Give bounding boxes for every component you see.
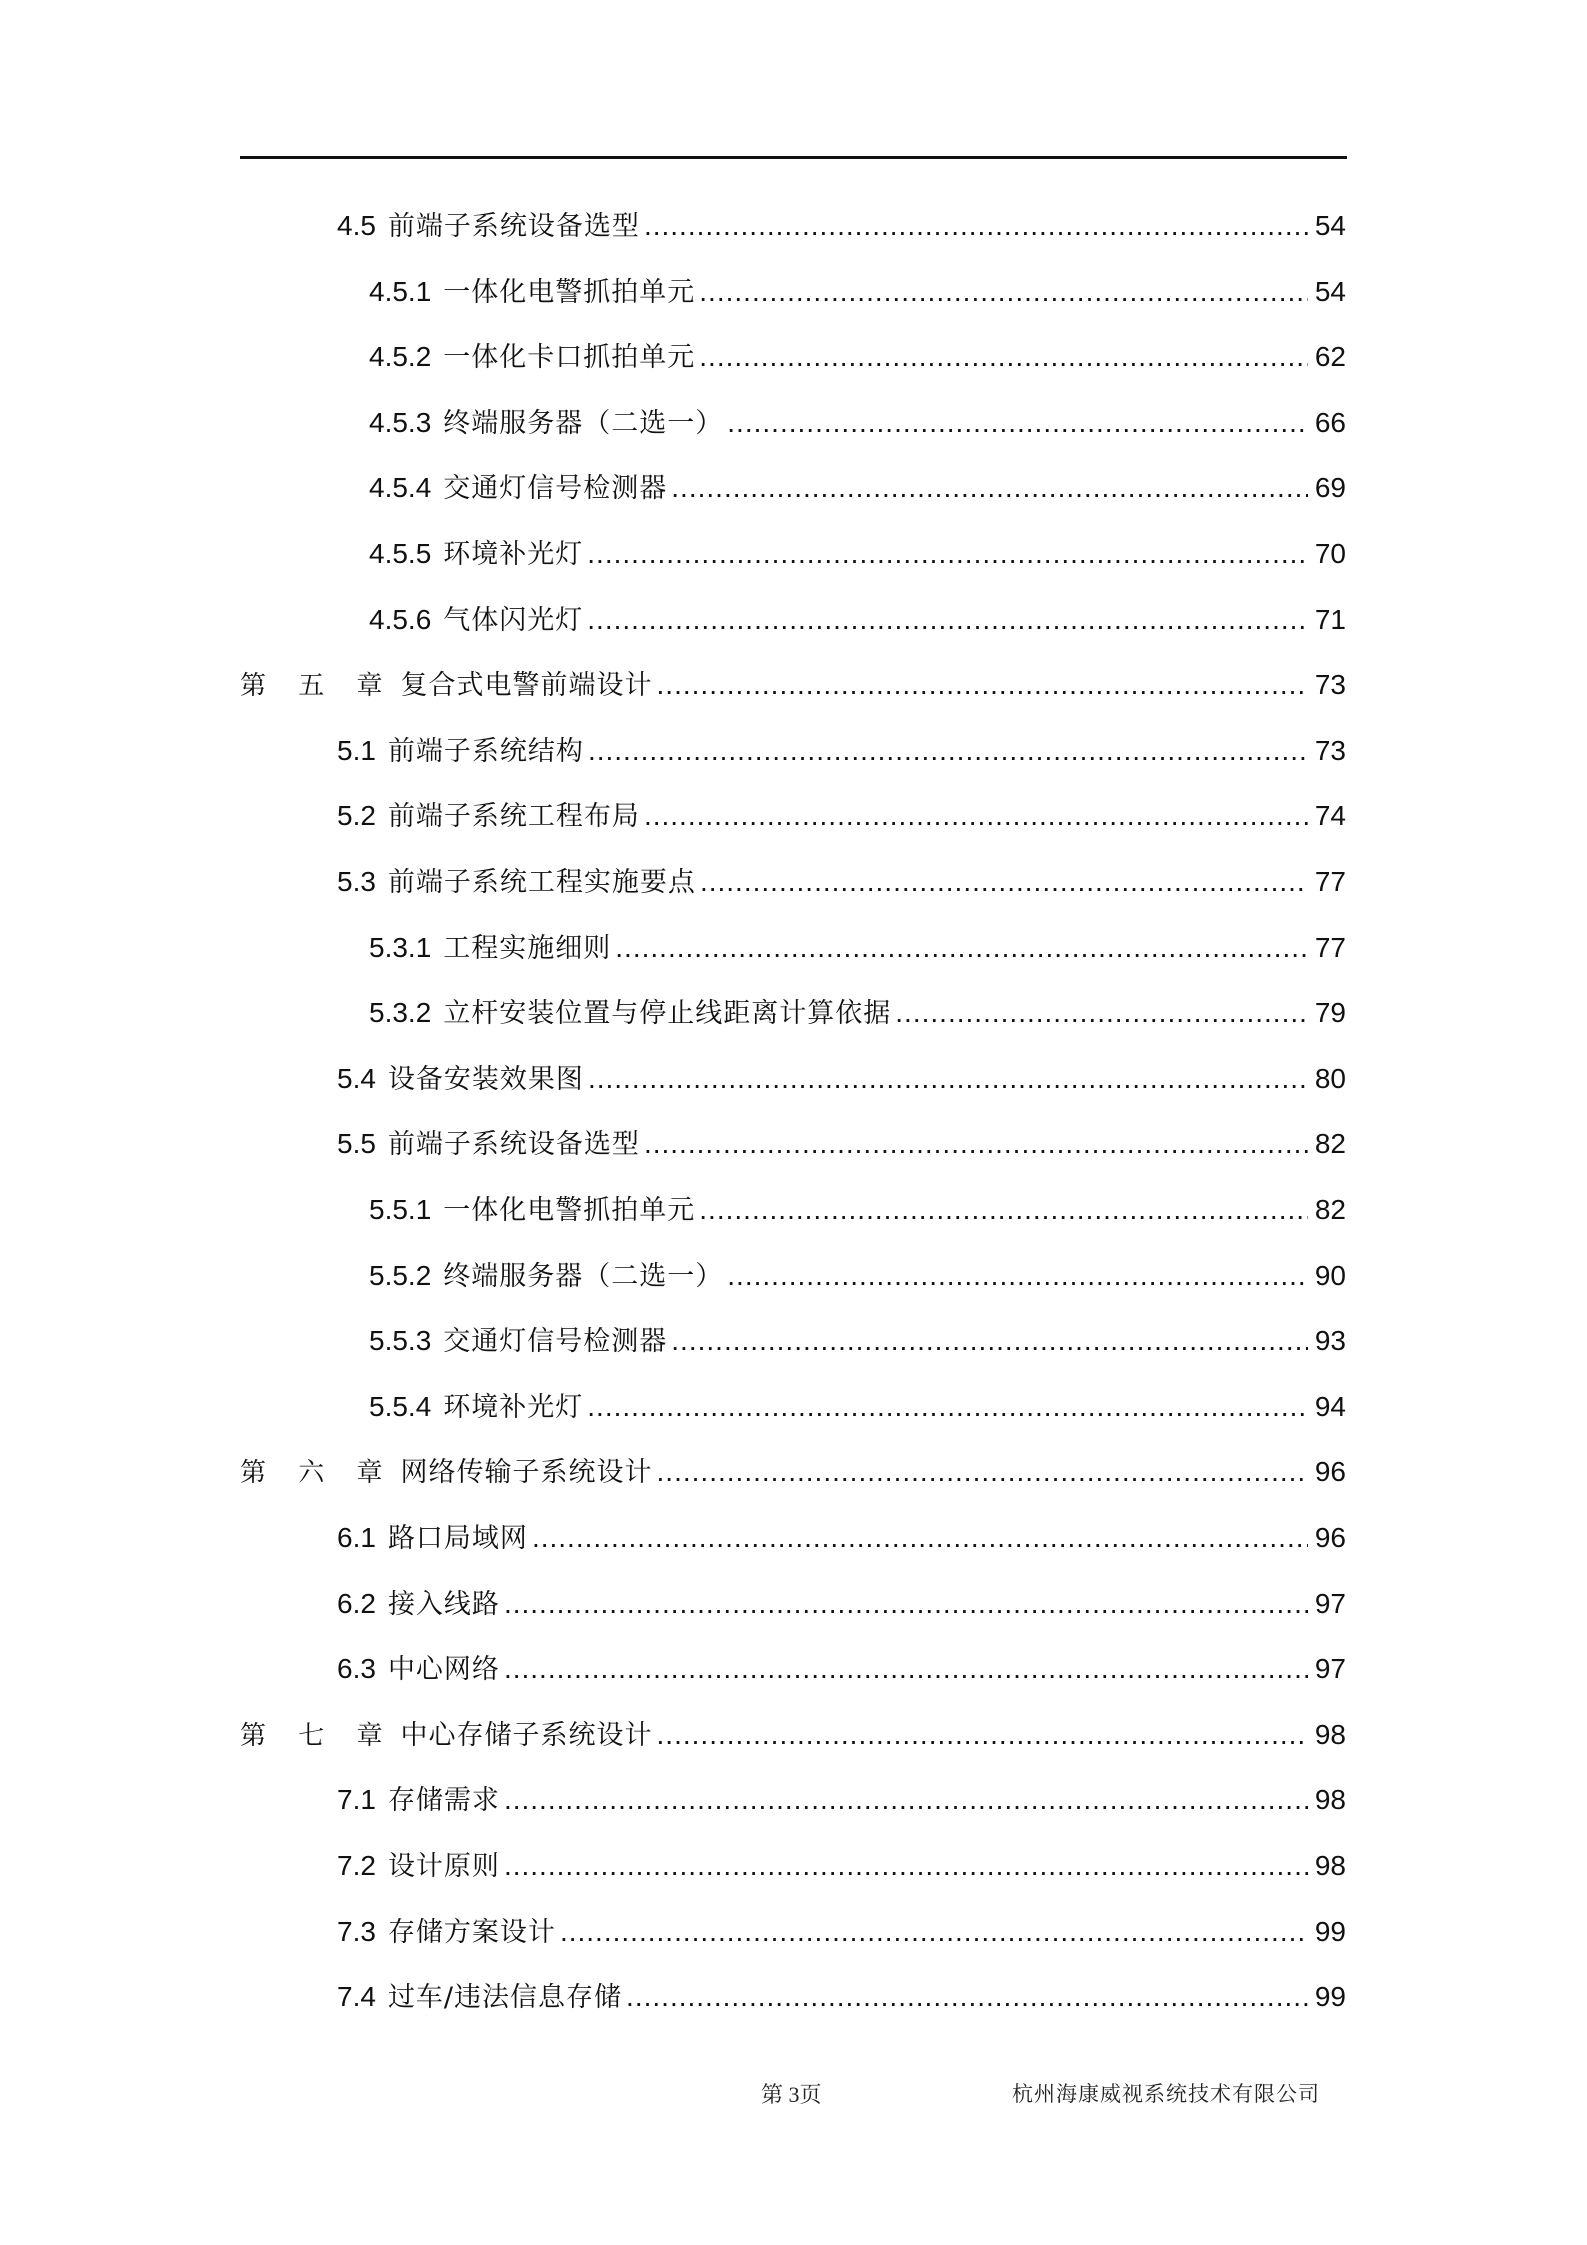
toc-dot-leader	[560, 1912, 1308, 1952]
toc-entry-page: 79	[1314, 997, 1346, 1029]
toc-entry-title: 过车/违法信息存储	[387, 1982, 623, 2014]
toc-entry-title: 设备安装效果图	[387, 1063, 584, 1095]
toc-entry[interactable]	[369, 1387, 1346, 1427]
toc-entry-page: 98	[1314, 1718, 1346, 1750]
toc-entry-number: 4.5.5	[369, 538, 432, 569]
toc-entry[interactable]	[337, 1584, 1346, 1624]
toc-dot-leader	[700, 862, 1308, 902]
toc-dot-leader	[626, 1977, 1308, 2017]
toc-entry-title: 工程实施细则	[443, 932, 612, 964]
toc-entry[interactable]	[337, 206, 1346, 246]
toc-entry-number: 6.2	[337, 1587, 376, 1619]
toc-entry-number: 4.5.1	[369, 275, 432, 307]
toc-entry-number: 5.5.4	[369, 1390, 432, 1422]
toc-dot-leader	[644, 796, 1308, 836]
toc-entry-title: 环境补光灯	[443, 1391, 584, 1423]
toc-dot-leader	[671, 468, 1308, 508]
toc-entry-title: 气体闪光灯	[443, 604, 584, 636]
toc-entry[interactable]	[337, 1059, 1346, 1099]
toc-entry-page: 70	[1314, 538, 1346, 569]
toc-entry-number: 5.2	[337, 800, 376, 832]
toc-entry-number: 4.5.6	[369, 603, 432, 635]
toc-dot-leader	[644, 1124, 1308, 1164]
toc-entry-number: 7.1	[337, 1784, 376, 1816]
toc-entry-page: 82	[1314, 1128, 1346, 1160]
toc-entry[interactable]	[369, 403, 1346, 443]
toc-entry-page: 69	[1314, 472, 1346, 504]
toc-entry[interactable]	[369, 1321, 1346, 1361]
toc-dot-leader	[727, 403, 1308, 443]
toc-entry[interactable]	[337, 1780, 1346, 1820]
toc-entry-number: 7.3	[337, 1915, 376, 1947]
toc-entry-title: 一体化电警抓拍单元	[443, 1195, 696, 1226]
toc-entry-title: 接入线路	[387, 1588, 500, 1620]
toc-entry-title: 中心存储子系统设计	[400, 1719, 653, 1751]
toc-entry-title: 中心网络	[387, 1654, 500, 1686]
toc-entry-number: 5.5	[337, 1128, 376, 1160]
toc-dot-leader	[699, 1190, 1308, 1230]
toc-chapter-entry[interactable]	[240, 665, 1346, 705]
toc-entry-page: 77	[1314, 931, 1346, 963]
toc-dot-leader	[587, 534, 1308, 574]
toc-entry-title: 前端子系统设备选型	[387, 211, 640, 242]
toc-entry[interactable]	[369, 1190, 1346, 1230]
toc-entry-page: 93	[1314, 1325, 1346, 1357]
toc-dot-leader	[587, 600, 1308, 640]
toc-entry-title: 交通灯信号检测器	[443, 1326, 668, 1358]
toc-dot-leader	[504, 1846, 1308, 1886]
toc-entry-number: 第 五 章	[240, 671, 395, 702]
toc-entry-title: 环境补光灯	[443, 539, 584, 570]
toc-dot-leader	[504, 1649, 1308, 1689]
toc-entry-page: 96	[1314, 1456, 1346, 1488]
toc-entry[interactable]	[337, 731, 1346, 771]
toc-entry[interactable]	[369, 1256, 1346, 1296]
toc-dot-leader	[699, 337, 1308, 377]
toc-entry-page: 97	[1314, 1653, 1346, 1685]
toc-entry-number: 7.4	[337, 1981, 376, 2013]
toc-entry-page: 73	[1314, 669, 1346, 701]
toc-entry[interactable]	[337, 1977, 1346, 2017]
toc-dot-leader	[895, 993, 1308, 1033]
toc-entry[interactable]	[337, 1124, 1346, 1164]
toc-dot-leader	[588, 731, 1308, 771]
toc-entry-page: 74	[1314, 800, 1346, 832]
toc-dot-leader	[699, 272, 1308, 312]
toc-entry-title: 路口局域网	[387, 1523, 528, 1554]
toc-dot-leader	[504, 1584, 1308, 1624]
footer-company-name: 杭州海康威视系统技术有限公司	[1012, 2082, 1320, 2106]
toc-entry-page: 82	[1314, 1194, 1346, 1225]
toc-entry-page: 98	[1314, 1784, 1346, 1816]
toc-entry-number: 5.5.3	[369, 1325, 432, 1357]
header-rule	[240, 156, 1347, 159]
toc-chapter-entry[interactable]	[240, 1715, 1346, 1755]
toc-entry-number: 第 七 章	[240, 1720, 395, 1751]
toc-entry-page: 73	[1314, 734, 1346, 766]
toc-entry-title: 设计原则	[387, 1851, 500, 1882]
toc-dot-leader	[504, 1780, 1308, 1820]
toc-entry-page: 54	[1314, 210, 1346, 241]
toc-entry-page: 71	[1314, 603, 1346, 635]
toc-entry-number: 5.3.2	[369, 997, 432, 1029]
toc-entry-number: 5.3	[337, 866, 376, 897]
toc-entry[interactable]	[369, 272, 1346, 312]
toc-dot-leader	[671, 1321, 1308, 1361]
toc-entry-page: 97	[1314, 1587, 1346, 1619]
toc-entry[interactable]	[337, 796, 1346, 836]
toc-dot-leader	[615, 928, 1308, 968]
toc-entry-number: 5.3.1	[369, 931, 432, 963]
toc-entry-page: 66	[1314, 406, 1346, 438]
toc-dot-leader	[588, 1059, 1308, 1099]
toc-entry-title: 前端子系统工程布局	[387, 801, 640, 833]
toc-entry[interactable]	[337, 1912, 1346, 1952]
toc-entry-page: 62	[1314, 341, 1346, 373]
toc-entry-number: 5.5.2	[369, 1259, 432, 1291]
toc-entry[interactable]	[337, 1846, 1346, 1886]
toc-entry-title: 网络传输子系统设计	[400, 1457, 653, 1489]
toc-entry-title: 终端服务器（二选一）	[443, 1260, 724, 1292]
toc-entry[interactable]	[337, 862, 1346, 902]
toc-entry-number: 4.5	[337, 210, 376, 241]
toc-entry-page: 99	[1314, 1915, 1346, 1947]
toc-dot-leader	[727, 1256, 1308, 1296]
toc-entry[interactable]	[337, 1518, 1346, 1558]
toc-entry-page: 77	[1314, 866, 1346, 897]
toc-dot-leader	[532, 1518, 1308, 1558]
toc-entry-page: 96	[1314, 1522, 1346, 1553]
toc-dot-leader	[657, 1452, 1308, 1492]
toc-entry-title: 复合式电警前端设计	[400, 670, 653, 702]
toc-entry[interactable]	[369, 928, 1346, 968]
toc-entry-page: 94	[1314, 1390, 1346, 1422]
toc-entry-title: 终端服务器（二选一）	[443, 407, 724, 439]
toc-entry-title: 一体化卡口抓拍单元	[443, 342, 696, 374]
toc-entry-title: 存储需求	[387, 1785, 500, 1817]
toc-entry[interactable]	[369, 534, 1346, 574]
toc-entry-number: 7.2	[337, 1850, 376, 1881]
toc-entry-number: 5.5.1	[369, 1194, 432, 1225]
toc-entry-title: 前端子系统设备选型	[387, 1129, 640, 1161]
toc-entry-title: 立杆安装位置与停止线距离计算依据	[443, 998, 892, 1030]
toc-entry-number: 4.5.4	[369, 472, 432, 504]
toc-dot-leader	[644, 206, 1308, 246]
toc-entry-title: 交通灯信号检测器	[443, 473, 668, 505]
toc-entry-title: 一体化电警抓拍单元	[443, 276, 696, 308]
toc-dot-leader	[587, 1387, 1308, 1427]
toc-entry-number: 5.1	[337, 734, 376, 766]
toc-entry[interactable]	[369, 993, 1346, 1033]
toc-entry-number: 5.4	[337, 1062, 376, 1094]
toc-entry-title: 前端子系统结构	[387, 735, 584, 767]
toc-entry[interactable]	[337, 1649, 1346, 1689]
toc-entry-number: 4.5.3	[369, 406, 432, 438]
toc-entry-title: 前端子系统工程实施要点	[387, 867, 696, 898]
toc-entry-page: 99	[1314, 1981, 1346, 2013]
toc-dot-leader	[657, 1715, 1308, 1755]
toc-entry-page: 54	[1314, 275, 1346, 307]
toc-entry[interactable]	[369, 468, 1346, 508]
toc-entry-page: 98	[1314, 1850, 1346, 1881]
toc-entry-number: 6.1	[337, 1522, 376, 1553]
toc-entry-title: 存储方案设计	[387, 1916, 556, 1948]
toc-entry-number: 4.5.2	[369, 341, 432, 373]
toc-chapter-entry[interactable]	[240, 1452, 1346, 1492]
toc-entry[interactable]	[369, 600, 1346, 640]
toc-entry-page: 90	[1314, 1259, 1346, 1291]
toc-entry-number: 第 六 章	[240, 1458, 395, 1489]
toc-entry-number: 6.3	[337, 1653, 376, 1685]
toc-dot-leader	[657, 665, 1308, 705]
toc-entry-page: 80	[1314, 1062, 1346, 1094]
footer-page-number: 第 3页	[761, 2082, 822, 2107]
toc-entry[interactable]	[369, 337, 1346, 377]
